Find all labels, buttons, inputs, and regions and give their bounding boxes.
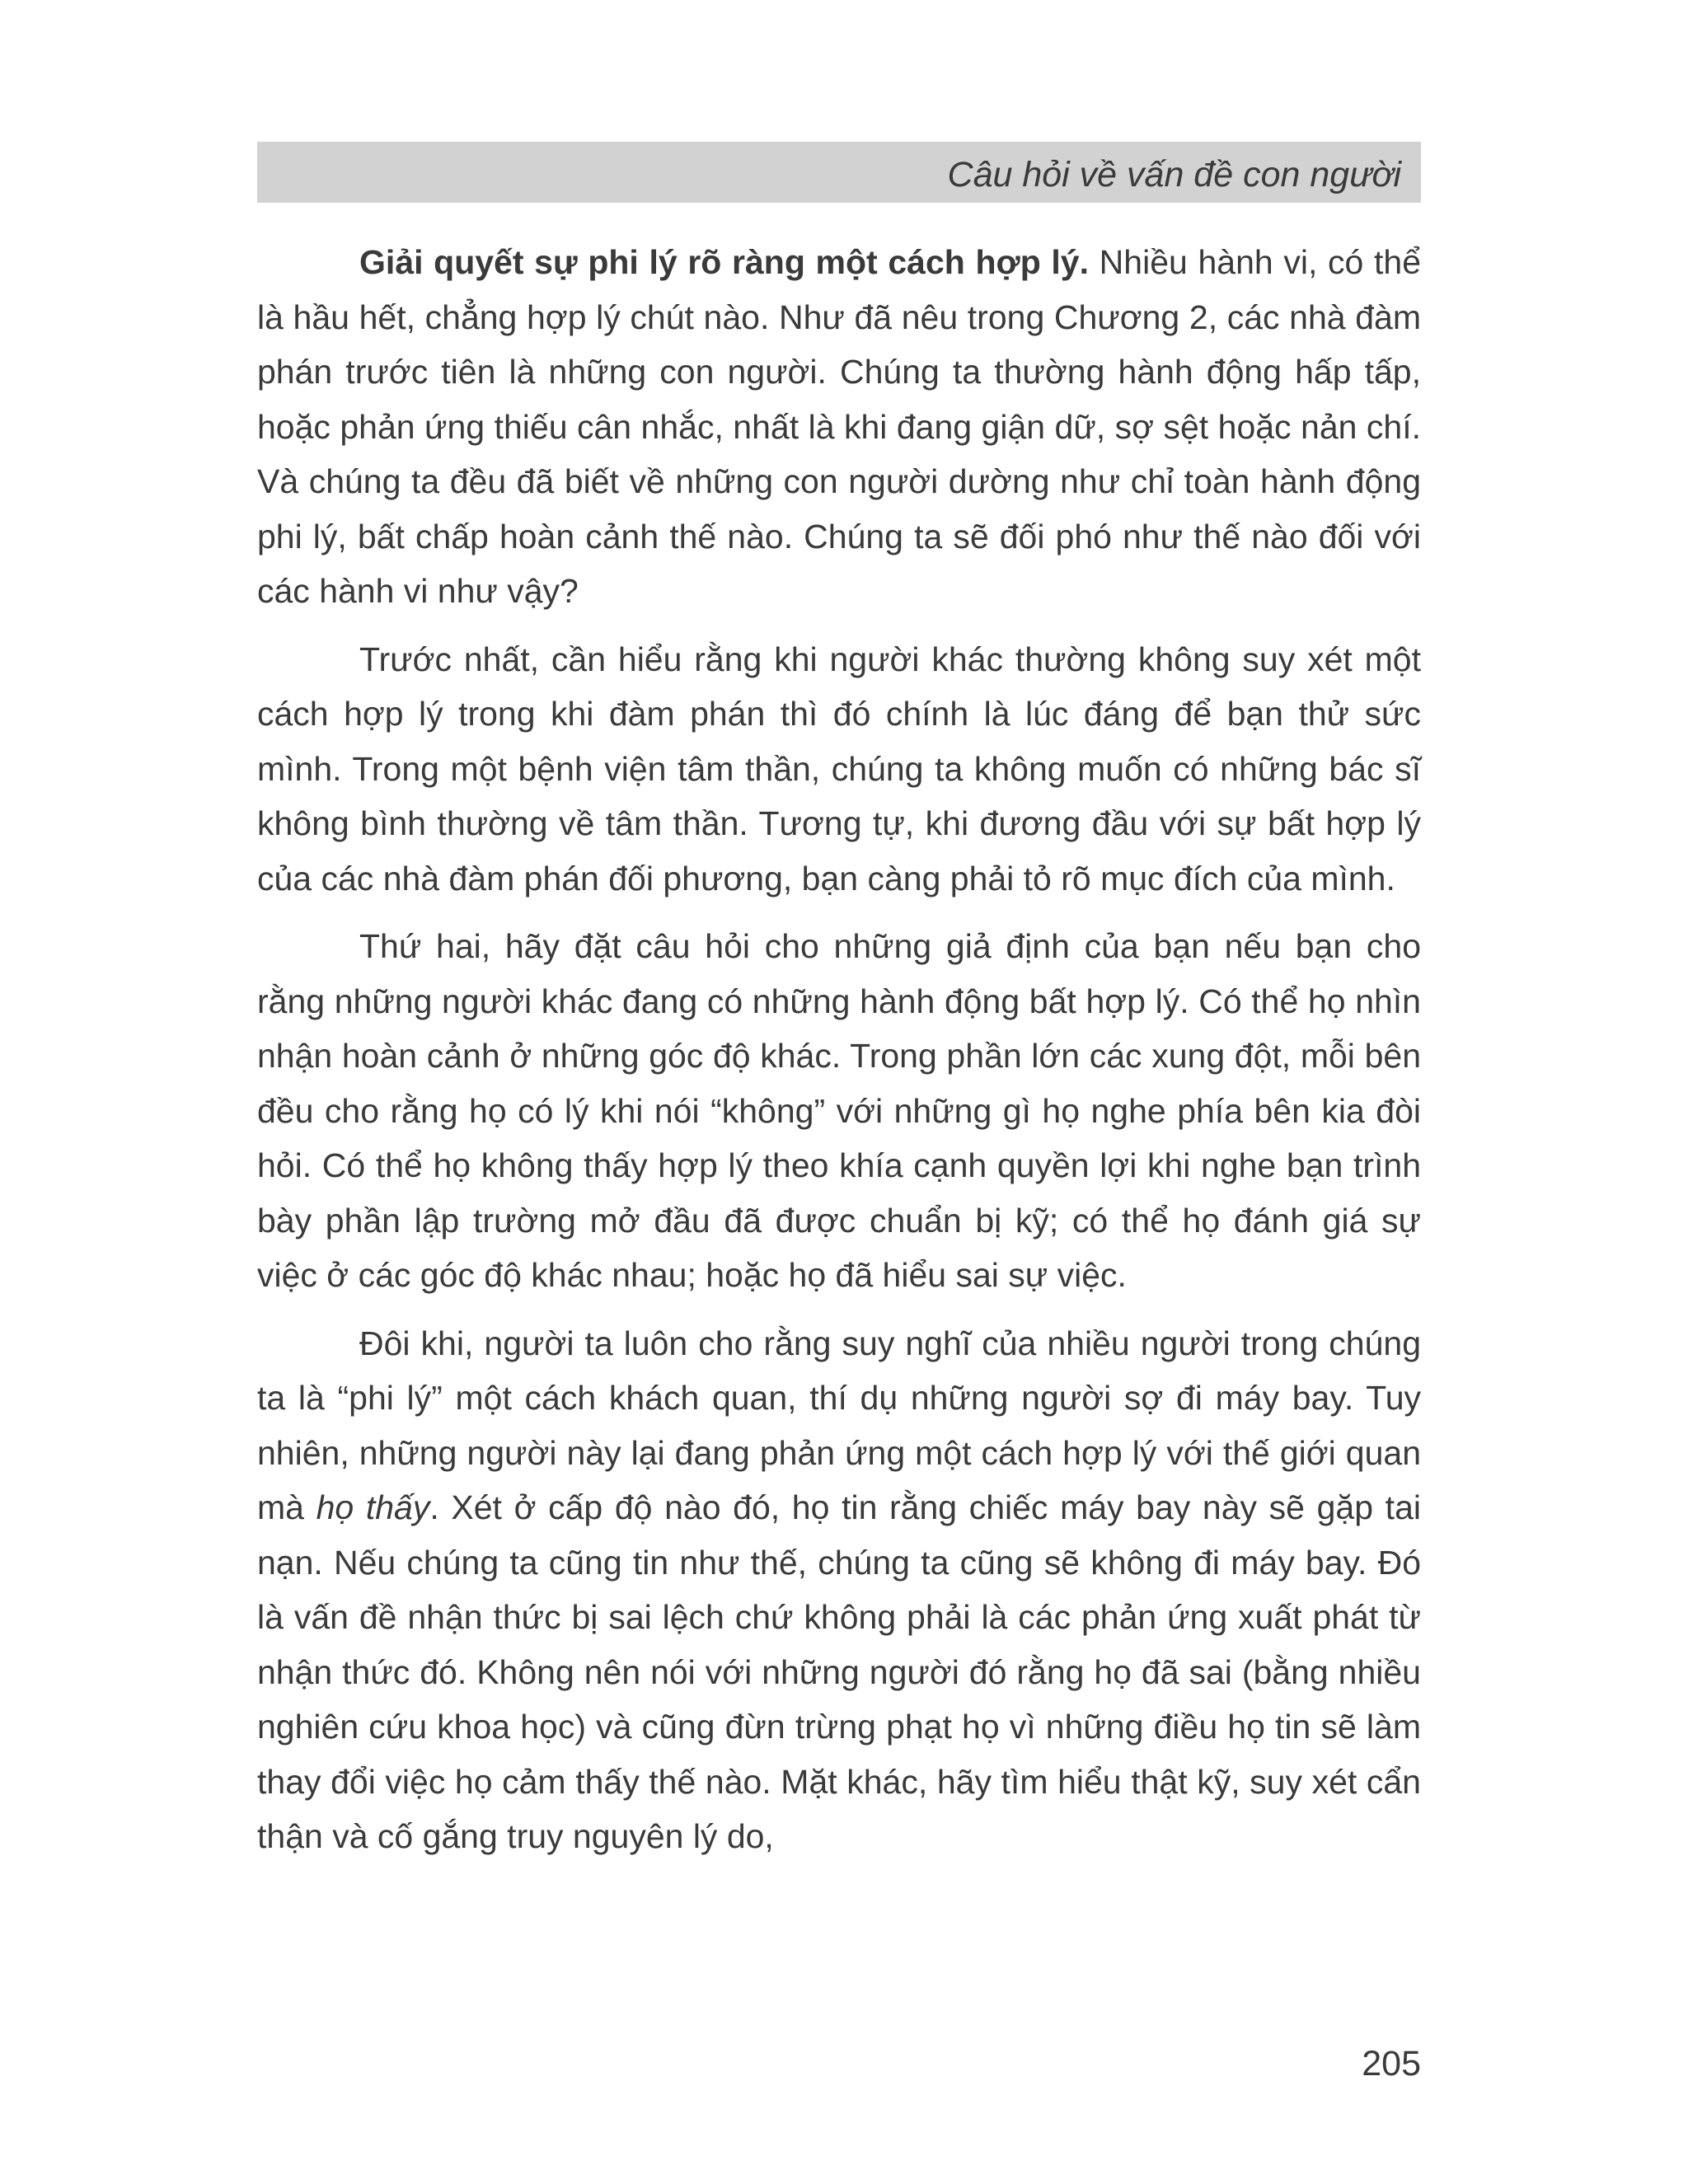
paragraph-1-lead: Giải quyết sự phi lý rõ ràng một cách hợp lý. [359,243,1089,281]
paragraph-4 [257,1316,1421,1864]
paragraph-4-before: Đôi khi, người ta luôn cho rằng suy nghĩ của nhiều người trong chúng ta là “phi lý” một cách khách quan, thí dụ những người sợ đi máy bay. Tuy nhiên, những người này lại đang phản ứng một cách hợp lý với thế giới quan mà [257,1324,1421,1526]
page-number: 205 [1362,2044,1421,2083]
paragraph-2: Trước nhất, cần hiểu rằng khi người khác thường không suy xét một cách hợp lý trong khi đàm phán thì đó chính là lúc đáng để bạn thử sức mình. Trong một bệnh viện tâm thần, chúng ta không muốn có những bác sĩ không bình thường về tâm thần. Tương tự, khi đương đầu với sự bất hợp lý của các nhà đàm phán đối phương, bạn càng phải tỏ rõ mục đích của mình. [257,640,1421,898]
paragraph-4-after: . Xét ở cấp độ nào đó, họ tin rằng chiếc máy bay này sẽ gặp tai nạn. Nếu chúng ta cũng tin như thế, chúng ta cũng sẽ không đi máy bay. Đó là vấn đề nhận thức bị sai lệch chứ không phải là các phản ứng xuất phát từ nhận thức đó. Không nên nói với những người đó rằng họ đã sai (bằng nhiều nghiên cứu khoa học) và cũng đừn trừng phạt họ vì những điều họ tin sẽ làm thay đổi việc họ cảm thấy thế nào. Mặt khác, hãy tìm hiểu thật kỹ, suy xét cẩn thận và cố gắng truy nguyên lý do, [257,1488,1421,1855]
paragraph-4-italic: họ thấy [316,1488,430,1526]
body-text [257,235,1421,1877]
running-header-title: Câu hỏi về vấn đề con người [947,155,1401,194]
paragraph-1 [257,235,1421,619]
running-header [257,142,1421,203]
paragraph-1-text: Nhiều hành vi, có thể là hầu hết, chẳng hợp lý chút nào. Như đã nêu trong Chương 2, các nhà đàm phán trước tiên là những con người. Chúng ta thường hành động hấp tấp, hoặc phản ứng thiếu cân nhắc, nhất là khi đang giận dữ, sợ sệt hoặc nản chí. Và chúng ta đều đã biết về những con người dường như chỉ toàn hành động phi lý, bất chấp hoàn cảnh thế nào. Chúng ta sẽ đối phó như thế nào đối với các hành vi như vậy? [257,243,1421,610]
paragraph-3: Thứ hai, hãy đặt câu hỏi cho những giả định của bạn nếu bạn cho rằng những người khác đang có những hành động bất hợp lý. Có thể họ nhìn nhận hoàn cảnh ở những góc độ khác. Trong phần lớn các xung đột, mỗi bên đều cho rằng họ có lý khi nói “không” với những gì họ nghe phía bên kia đòi hỏi. Có thể họ không thấy hợp lý theo khía cạnh quyền lợi khi nghe bạn trình bày phần lập trường mở đầu đã được chuẩn bị kỹ; có thể họ đánh giá sự việc ở các góc độ khác nhau; hoặc họ đã hiểu sai sự việc. [257,927,1421,1294]
